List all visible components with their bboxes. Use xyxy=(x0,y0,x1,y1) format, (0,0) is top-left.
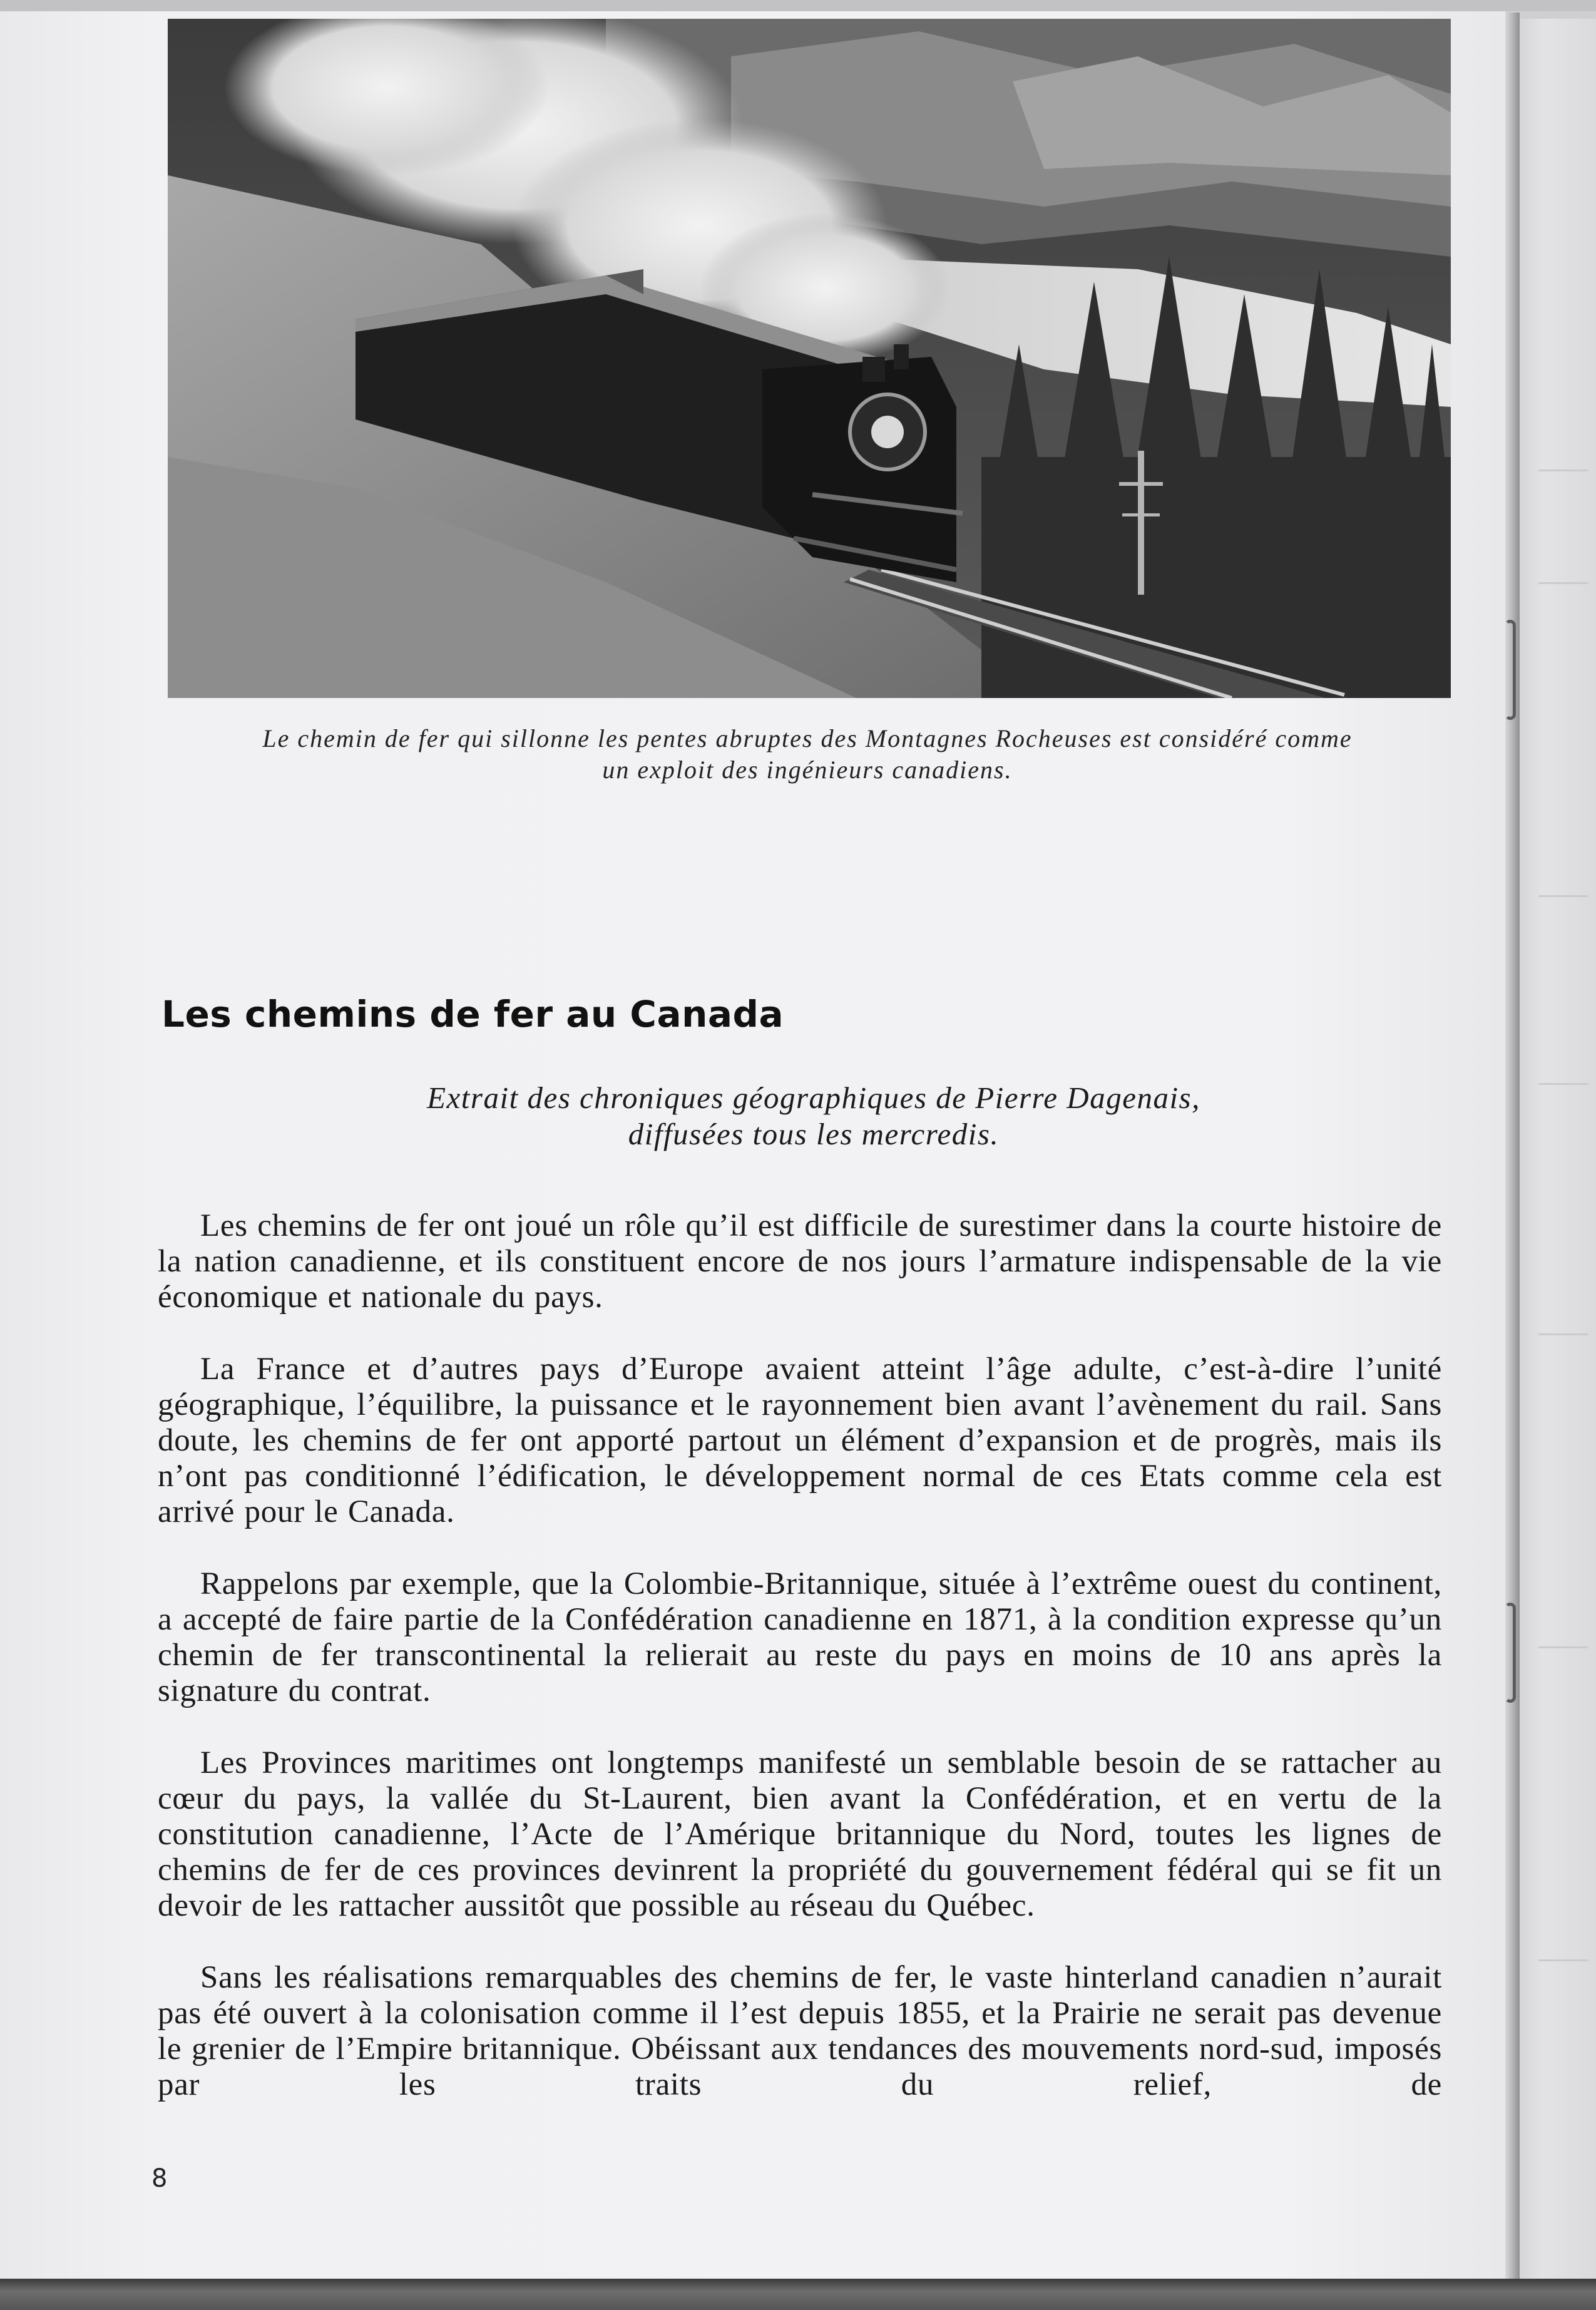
caption-line-1: Le chemin de fer qui sillonne les pentes abruptes des Montagnes Rocheuses est considéré comme xyxy=(262,724,1353,752)
article-subtitle xyxy=(156,1080,1471,1152)
paragraph-2: La France et d’autres pays d’Europe avaient atteint l’âge adulte, c’est-à-dire l’unité géographique, l’équilibre, la puissance et le rayonnement bien avant l’avènement du rail. Sans doute, les chemins de fer ont apporté partout un élément d’expansion et de progrès, mais ils n’ont pas conditionné l’édification, le développement normal de ces Etats comme cela est arrivé pour le Canada. xyxy=(158,1352,1442,1529)
train-photograph xyxy=(168,19,1451,698)
paragraph-3: Rappelons par exemple, que la Colombie-Britannique, située à l’extrême ouest du continent, a accepté de faire partie de la Confédération canadienne en 1871, à la condition expresse qu’un chemin de fer transcontinental la relierait au reste du pays en moins de 10 ans après la signature du contrat. xyxy=(158,1566,1442,1708)
top-edge xyxy=(0,0,1596,11)
photo-caption xyxy=(144,723,1471,786)
subtitle-line-2: diffusées tous les mercredis. xyxy=(628,1117,1000,1151)
paragraph-4: Les Provinces maritimes ont longtemps manifesté un semblable besoin de se rattacher au cœur du pays, la vallée du St-Laurent, bien avant la Confédération, et en vertu de la constitution canadienne, l’Acte de l’Amérique britannique du Nord, toutes les lignes de chemins de fer de ces provinces devinrent la propriété du gouvernement fédéral qui se fit un devoir de les rattacher aussitôt que possible au réseau du Québec. xyxy=(158,1745,1442,1923)
staple-icon xyxy=(1505,620,1516,720)
steam-train-photo-icon xyxy=(168,19,1451,698)
staple-icon xyxy=(1505,1603,1516,1703)
page-number: 8 xyxy=(151,2164,168,2193)
paragraph-5: Sans les réalisations remarquables des chemins de fer, le vaste hinterland canadien n’aurait pas été ouvert à la colonisation comme il l’est depuis 1855, et la Prairie ne serait pas devenue le grenier de l’Empire britannique. Obéissant aux tendances des mouvements nord-sud, imposés par les traits du relief, de xyxy=(158,1960,1442,2102)
article-title: Les chemins de fer au Canada xyxy=(161,993,784,1035)
scan-bottom-edge xyxy=(0,2279,1596,2310)
subtitle-line-1: Extrait des chroniques géographiques de Pierre Dagenais, xyxy=(427,1081,1200,1115)
caption-line-2: un exploit des ingénieurs canadiens. xyxy=(602,756,1013,784)
article-body xyxy=(158,1208,1442,2139)
paragraph-1: Les chemins de fer ont joué un rôle qu’il est difficile de surestimer dans la courte histoire de la nation canadienne, et ils constituent encore de nos jours l’armature indispensable de la vie économique et nationale du pays. xyxy=(158,1208,1442,1315)
adjacent-page-edge xyxy=(1518,19,1596,2279)
